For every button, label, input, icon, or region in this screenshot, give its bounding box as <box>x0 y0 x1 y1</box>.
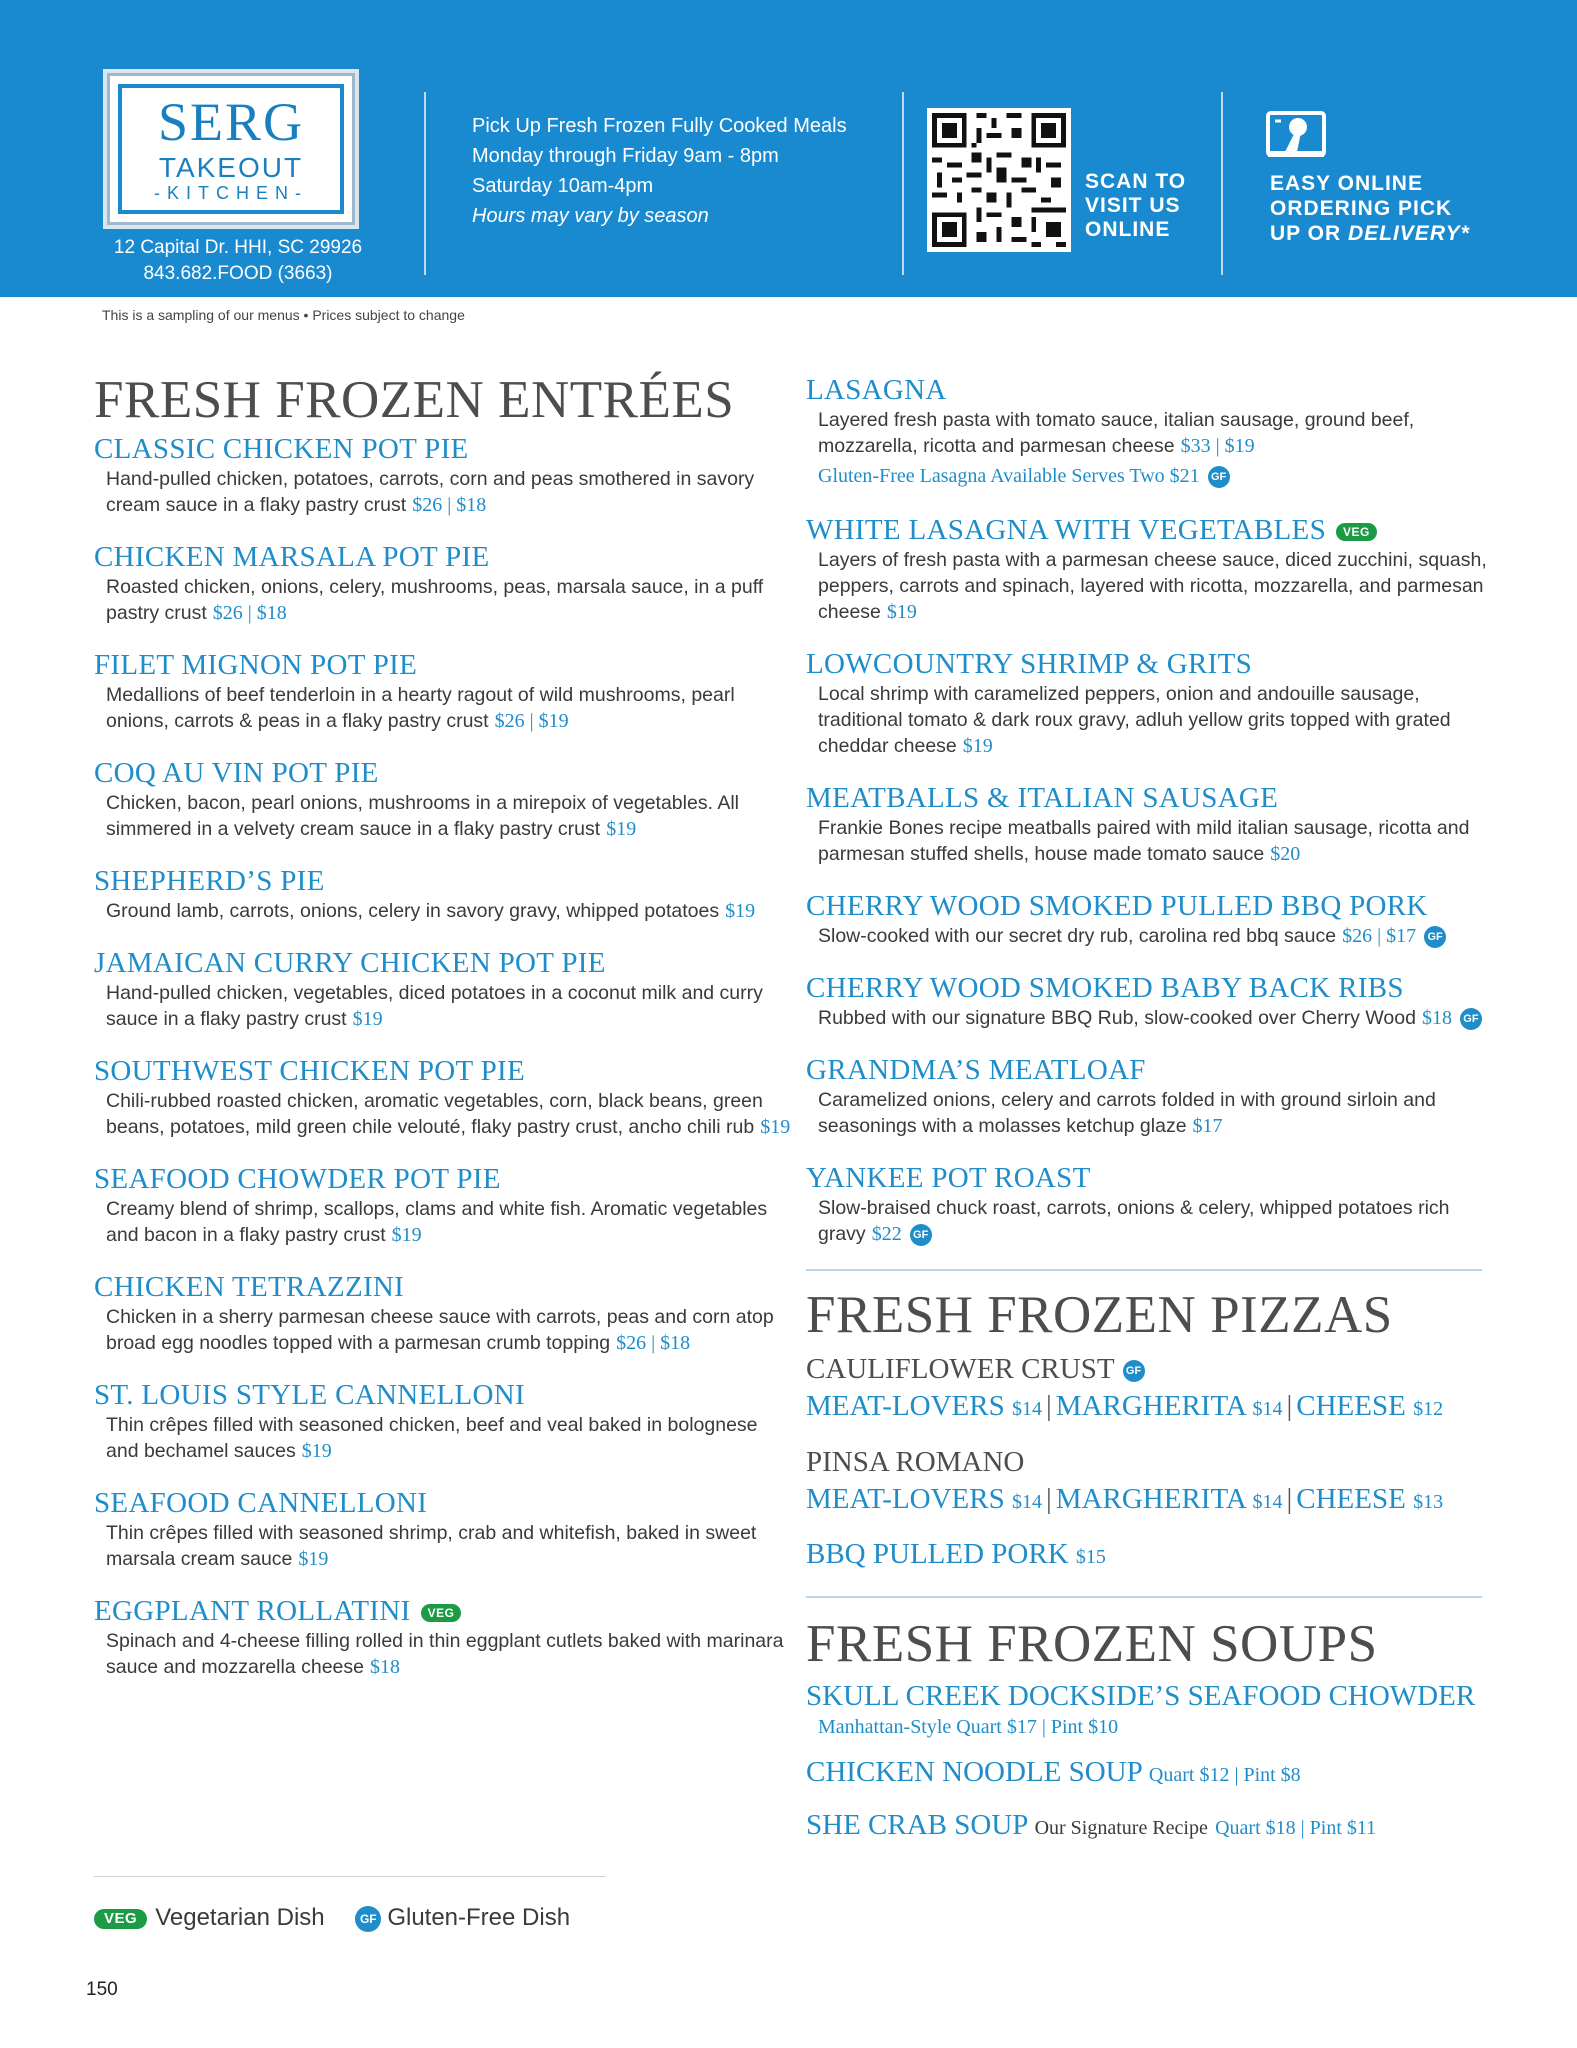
pizza-cheese: CHEESE <box>1296 1390 1406 1422</box>
pizza-price: $15 <box>1075 1546 1106 1568</box>
vegetarian-legend-label: Vegetarian Dish <box>155 1904 325 1931</box>
item-description <box>94 898 794 924</box>
item-description <box>806 681 1506 759</box>
pinsa-pizza-options <box>806 1480 1506 1521</box>
seafood-chowder-name: SKULL CREEK DOCKSIDE’S SEAFOOD CHOWDER <box>806 1680 1476 1712</box>
gluten-free-icon: GF <box>355 1906 381 1932</box>
hours-line-1: Pick Up Fresh Frozen Fully Cooked Meals <box>472 115 847 137</box>
item-name <box>806 647 1506 681</box>
hours-line-2: Monday through Friday 9am - 8pm <box>472 145 779 167</box>
item-name-text: EGGPLANT ROLLATINI <box>94 1595 411 1627</box>
header-divider <box>424 92 426 275</box>
item-price: $26 | $18 <box>616 1332 691 1354</box>
gluten-free-icon: GF <box>1208 466 1230 488</box>
pizza-price: $14 <box>1011 1491 1042 1513</box>
item-name <box>806 1161 1506 1195</box>
item-description-text: Hand-pulled chicken, vegetables, diced potatoes in a coconut milk and curry sauce in a flaky pastry crust <box>106 982 763 1030</box>
scan-line-2: VISIT US <box>1085 194 1181 217</box>
menu-item <box>94 1054 794 1140</box>
order-line-1: EASY ONLINE <box>1270 172 1423 195</box>
item-description <box>94 1628 794 1680</box>
pizza-cheese: CHEESE <box>1296 1483 1406 1515</box>
item-description <box>806 923 1506 949</box>
item-price: $26 | $19 <box>494 710 569 732</box>
item-price: $19 <box>962 735 993 757</box>
hours-line-3: Saturday 10am-4pm <box>472 175 654 197</box>
pizza-price: $14 <box>1252 1491 1283 1513</box>
pizza-separator: | <box>1286 1390 1293 1422</box>
item-name-text: SEAFOOD CANNELLONI <box>94 1487 428 1519</box>
item-name <box>94 1486 794 1520</box>
item-price: $19 <box>352 1008 383 1030</box>
item-description <box>94 682 794 734</box>
delivery-text: DELIVERY* <box>1347 222 1470 245</box>
gluten-free-icon: GF <box>1123 1360 1145 1382</box>
item-price: $19 <box>886 601 917 623</box>
item-name-text: COQ AU VIN POT PIE <box>94 757 379 789</box>
menu-item <box>94 1486 794 1572</box>
item-name <box>806 889 1506 923</box>
menu-item <box>94 864 794 924</box>
pizza-price: $12 <box>1413 1398 1444 1420</box>
item-name-text: MEATBALLS & ITALIAN SAUSAGE <box>806 782 1279 814</box>
item-price: $26 | $17 <box>1342 925 1417 947</box>
item-description <box>806 815 1506 867</box>
item-price: $19 <box>391 1224 422 1246</box>
item-description-text: Local shrimp with caramelized peppers, onion and andouille sausage, traditional tomato & dark roux gravy, adluh yellow grits topped with grated cheddar cheese <box>818 683 1451 757</box>
item-price: $26 | $18 <box>212 602 287 624</box>
soup-price: Quart $12 | Pint $8 <box>1148 1764 1301 1786</box>
legend-divider <box>94 1876 606 1877</box>
item-description-text: Hand-pulled chicken, potatoes, carrots, corn and peas smothered in savory cream sauce in a flaky pastry crust <box>106 468 755 516</box>
item-description <box>806 547 1506 625</box>
hours-note: Hours may vary by season <box>472 205 709 227</box>
pizza-margherita: MARGHERITA <box>1055 1390 1246 1422</box>
section-divider <box>806 1269 1482 1271</box>
seafood-chowder-details: Manhattan-Style Quart $17 | Pint $10 <box>818 1716 1119 1738</box>
pizza-bbq-name: BBQ PULLED PORK <box>806 1538 1069 1570</box>
logo-takeout-text: TAKEOUT <box>158 151 304 183</box>
menu-item <box>806 513 1506 625</box>
online-ordering-text <box>1270 171 1510 246</box>
soup-name: CHICKEN NOODLE SOUP <box>806 1756 1142 1788</box>
item-name <box>94 1054 794 1088</box>
item-description-text: Chicken, bacon, pearl onions, mushrooms in a mirepoix of vegetables. All simmered in a velvety cream sauce in a flaky pastry crust <box>106 792 739 840</box>
item-price: $19 <box>301 1440 332 1462</box>
item-description-text: Creamy blend of shrimp, scallops, clams and white fish. Aromatic vegetables and bacon in a flaky pastry crust <box>106 1198 768 1246</box>
item-name-text: LASAGNA <box>806 374 947 406</box>
item-description-text: Roasted chicken, onions, celery, mushrooms, peas, marsala sauce, in a puff pastry crust <box>106 576 764 624</box>
pizzas-section-title: FRESH FROZEN PIZZAS <box>806 1286 1393 1344</box>
item-description <box>94 1412 794 1464</box>
menu-item <box>94 946 794 1032</box>
qr-code[interactable] <box>927 108 1071 252</box>
item-name-text: WHITE LASAGNA WITH VEGETABLES <box>806 514 1326 546</box>
vegetarian-icon: VEG <box>94 1909 147 1929</box>
item-subline-text: Gluten-Free Lasagna Available Serves Two $21 <box>818 465 1200 487</box>
menu-item <box>94 1162 794 1248</box>
item-description-text: Spinach and 4-cheese filling rolled in thin eggplant cutlets baked with marinara sauce and mozzarella cheese <box>106 1630 784 1678</box>
item-name-text: YANKEE POT ROAST <box>806 1162 1091 1194</box>
menu-item <box>94 1270 794 1356</box>
menu-item <box>94 648 794 734</box>
legend <box>94 1904 570 1932</box>
item-name <box>94 540 794 574</box>
right-column <box>806 373 1506 1846</box>
item-subline <box>806 461 1506 491</box>
item-description <box>94 790 794 842</box>
page-number: 150 <box>86 1979 118 2000</box>
gluten-free-icon: GF <box>1460 1008 1482 1030</box>
item-price: $19 <box>725 900 756 922</box>
header-divider <box>902 92 904 275</box>
serg-takeout-logo <box>107 73 355 225</box>
item-description <box>806 1195 1506 1247</box>
bbq-pulled-pork-pizza <box>806 1535 1506 1576</box>
item-description-text: Slow-braised chuck roast, carrots, onions & celery, whipped potatoes rich gravy <box>818 1197 1450 1245</box>
menu-item <box>806 781 1506 867</box>
item-description-text: Caramelized onions, celery and carrots folded in with ground sirloin and seasonings with a molasses ketchup glaze <box>818 1089 1436 1137</box>
phone-line: 843.682.FOOD (3663) <box>143 263 333 284</box>
logo-serg-text: SERG <box>157 91 305 152</box>
disclaimer-text: This is a sampling of our menus • Prices subject to change <box>102 307 465 323</box>
menu-item <box>94 540 794 626</box>
qr-code-icon <box>927 108 1071 252</box>
item-price: $26 | $18 <box>412 494 487 516</box>
pizza-separator: | <box>1045 1390 1052 1422</box>
item-name-text: GRANDMA’S MEATLOAF <box>806 1054 1146 1086</box>
pizza-meat-lovers: MEAT-LOVERS <box>806 1483 1005 1515</box>
entrees-column <box>94 370 794 1702</box>
item-price: $20 <box>1270 843 1301 865</box>
menu-item <box>94 432 794 518</box>
item-name <box>806 373 1506 407</box>
soup-description: Our Signature Recipe <box>1034 1817 1208 1839</box>
item-description-text: Slow-cooked with our secret dry rub, carolina red bbq sauce <box>818 925 1337 947</box>
menu-item <box>94 1594 794 1680</box>
hours-block <box>472 111 847 231</box>
item-name-text: JAMAICAN CURRY CHICKEN POT PIE <box>94 947 606 979</box>
item-name-text: SHEPHERD’S PIE <box>94 865 325 897</box>
item-name <box>94 864 794 898</box>
item-description-text: Chili-rubbed roasted chicken, aromatic vegetables, corn, black beans, green beans, potatoes, mild green chile velouté, flaky pastry crust, ancho chili rub <box>106 1090 763 1138</box>
item-description-text: Rubbed with our signature BBQ Rub, slow-cooked over Cherry Wood <box>818 1007 1416 1029</box>
online-ordering-icon <box>1265 107 1327 163</box>
item-price: $22 <box>871 1223 902 1245</box>
header-divider <box>1221 92 1223 275</box>
gluten-free-icon: GF <box>1424 926 1446 948</box>
scan-line-3: ONLINE <box>1085 218 1171 241</box>
menu-item <box>94 1378 794 1464</box>
pizza-margherita: MARGHERITA <box>1055 1483 1246 1515</box>
item-name <box>94 946 794 980</box>
item-description-text: Medallions of beef tenderloin in a hearty ragout of wild mushrooms, pearl onions, carrots & peas in a flaky pastry crust <box>106 684 735 732</box>
menu-item <box>806 1053 1506 1139</box>
item-description <box>94 466 794 518</box>
item-price: $19 <box>298 1548 329 1570</box>
menu-item <box>806 373 1506 491</box>
address-line: 12 Capital Dr. HHI, SC 29926 <box>113 237 363 258</box>
item-description <box>806 1005 1506 1031</box>
scan-line-1: SCAN TO <box>1085 170 1187 193</box>
she-crab-soup <box>806 1807 1506 1846</box>
soup-price: Quart $18 | Pint $11 <box>1215 1817 1377 1839</box>
soups-section-title: FRESH FROZEN SOUPS <box>806 1615 1378 1673</box>
cauliflower-pizza-options <box>806 1387 1506 1428</box>
item-name-text: CHERRY WOOD SMOKED BABY BACK RIBS <box>806 972 1404 1004</box>
item-name <box>94 648 794 682</box>
item-price: $19 <box>606 818 637 840</box>
vegetarian-icon: VEG <box>1336 523 1377 541</box>
chicken-noodle-soup <box>806 1754 1506 1793</box>
item-price: $17 <box>1192 1115 1223 1137</box>
item-price: $19 <box>760 1116 791 1138</box>
pizza-price: $14 <box>1011 1398 1042 1420</box>
item-name-text: CHICKEN TETRAZZINI <box>94 1271 405 1303</box>
item-name-text: CHICKEN MARSALA POT PIE <box>94 541 490 573</box>
pizza-price: $14 <box>1252 1398 1283 1420</box>
item-description <box>806 407 1506 459</box>
item-description-text: Thin crêpes filled with seasoned chicken, beef and veal baked in bolognese and bechamel sauces <box>106 1414 758 1462</box>
item-name-text: CLASSIC CHICKEN POT PIE <box>94 433 469 465</box>
item-name-text: CHERRY WOOD SMOKED PULLED BBQ PORK <box>806 890 1428 922</box>
section-divider <box>806 1596 1482 1598</box>
logo-kitchen-text: -KITCHEN- <box>154 182 308 203</box>
item-description <box>94 980 794 1032</box>
item-name <box>806 1053 1506 1087</box>
right-item-list <box>806 373 1506 1247</box>
gluten-free-legend-label: Gluten-Free Dish <box>387 1904 571 1931</box>
item-name <box>806 781 1506 815</box>
item-name-text: LOWCOUNTRY SHRIMP & GRITS <box>806 648 1253 680</box>
entrees-section-title: FRESH FROZEN ENTRÉES <box>94 371 735 429</box>
scan-to-visit-text <box>1085 170 1195 242</box>
order-line-3-text: UP OR <box>1270 222 1348 245</box>
cauliflower-crust-label: CAULIFLOWER CRUST <box>806 1353 1115 1385</box>
header-banner <box>0 0 1577 297</box>
item-name <box>94 1378 794 1412</box>
cauliflower-crust-heading <box>806 1351 1506 1387</box>
item-name <box>94 432 794 466</box>
menu-item <box>806 647 1506 759</box>
pizza-price: $13 <box>1413 1491 1444 1513</box>
item-price: $33 | $19 <box>1180 435 1255 457</box>
item-name-text: SEAFOOD CHOWDER POT PIE <box>94 1163 501 1195</box>
item-price: $18 <box>1421 1007 1452 1029</box>
gluten-free-icon: GF <box>910 1224 932 1246</box>
item-description-text: Frankie Bones recipe meatballs paired with mild italian sausage, ricotta and parmesan stuffed shells, house made tomato sauce <box>818 817 1470 865</box>
item-name <box>806 513 1506 547</box>
item-description-text: Layered fresh pasta with tomato sauce, italian sausage, ground beef, mozzarella, ricotta and parmesan cheese <box>818 409 1415 457</box>
item-description <box>94 1520 794 1572</box>
item-name <box>94 756 794 790</box>
item-description <box>806 1087 1506 1139</box>
menu-item <box>94 756 794 842</box>
menu-item <box>806 889 1506 949</box>
item-name-text: SOUTHWEST CHICKEN POT PIE <box>94 1055 525 1087</box>
item-name-text: ST. LOUIS STYLE CANNELLONI <box>94 1379 525 1411</box>
menu-item <box>806 971 1506 1031</box>
item-description <box>94 1304 794 1356</box>
item-name-text: FILET MIGNON POT PIE <box>94 649 418 681</box>
item-name <box>94 1162 794 1196</box>
pinsa-romano-label: PINSA ROMANO <box>806 1446 1025 1478</box>
item-description-text: Thin crêpes filled with seasoned shrimp, crab and whitefish, baked in sweet marsala cream sauce <box>106 1522 757 1570</box>
address-block <box>98 235 378 287</box>
pizza-separator: | <box>1045 1483 1052 1515</box>
entree-list <box>94 432 794 1680</box>
order-line-3 <box>1270 221 1510 246</box>
order-line-2: ORDERING PICK <box>1270 197 1453 220</box>
item-description-text: Ground lamb, carrots, onions, celery in savory gravy, whipped potatoes <box>106 900 720 922</box>
soup-name: SHE CRAB SOUP <box>806 1809 1028 1841</box>
item-description-text: Layers of fresh pasta with a parmesan cheese sauce, diced zucchini, squash, peppers, carrots and spinach, layered with ricotta, mozzarella, and parmesan cheese <box>818 549 1487 623</box>
item-description-text: Chicken in a sherry parmesan cheese sauce with carrots, peas and corn atop broad egg noodles topped with a parmesan crumb topping <box>106 1306 774 1354</box>
item-description <box>94 1088 794 1140</box>
pizza-separator: | <box>1286 1483 1293 1515</box>
pizza-meat-lovers: MEAT-LOVERS <box>806 1390 1005 1422</box>
item-name <box>806 971 1506 1005</box>
item-price: $18 <box>370 1656 400 1678</box>
menu-item <box>806 1161 1506 1247</box>
vegetarian-icon: VEG <box>421 1604 462 1622</box>
item-name <box>94 1270 794 1304</box>
item-description <box>94 574 794 626</box>
item-name <box>94 1594 794 1628</box>
item-description <box>94 1196 794 1248</box>
